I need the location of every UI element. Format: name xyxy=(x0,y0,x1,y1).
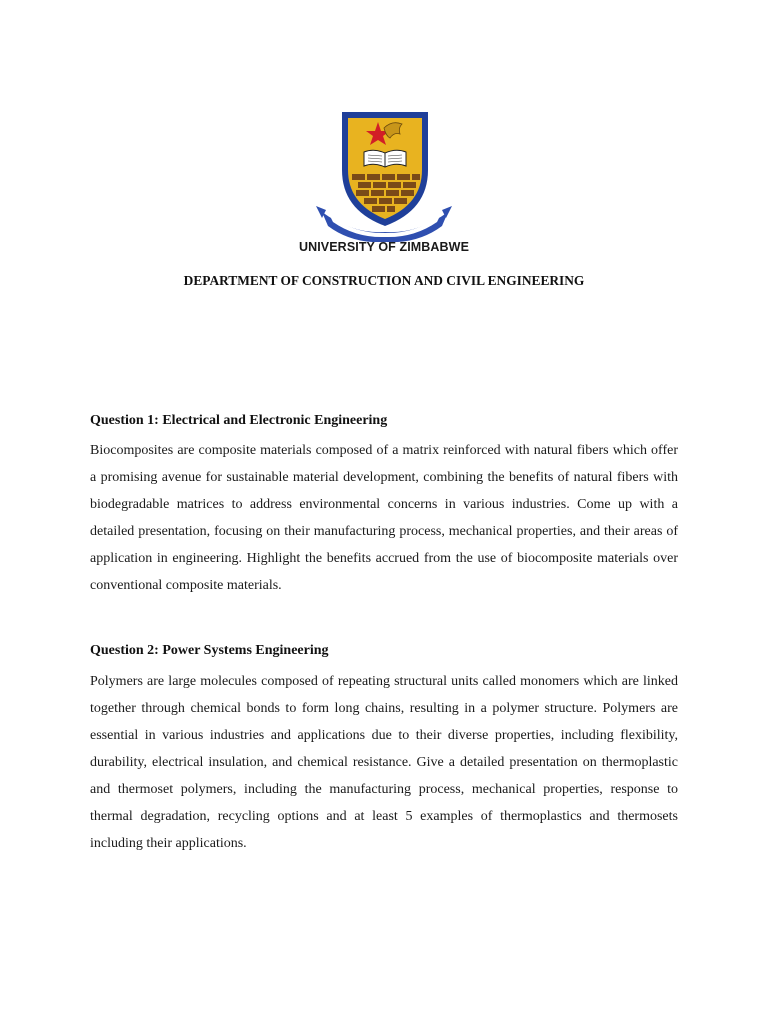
question-2-body: Polymers are large molecules composed of repeating structural units called monomers which are linked together through chemical bonds to form long chains, resulting in a polymer structure. Polymers are essential in various industries and applications due to their diverse properties, including flexibility, durability, electrical insulation, and chemical resistance. Give a detailed presentation on thermoplastic and thermoset polymers, including the manufacturing process, mechanical properties, response to thermal degradation, recycling options and at least 5 examples of thermoplastics and thermosets including their applications. xyxy=(90,674,678,851)
question-1-body: Biocomposites are composite materials composed of a matrix reinforced with natural fibers which offer a promising avenue for sustainable material development, combining the benefits of natural fibers with biodegradable matrices to address environmental concerns in various industries. Come up with a detailed presentation, focusing on their manufacturing process, mechanical properties, and their areas of application in engineering. Highlight the benefits accrued from the use of biocomposite materials over conventional composite materials. xyxy=(90,443,678,593)
question-2-heading: Question 2: Power Systems Engineering xyxy=(90,643,329,658)
department-title: DEPARTMENT OF CONSTRUCTION AND CIVIL ENGINEERING xyxy=(183,273,585,288)
university-logo xyxy=(272,92,496,262)
question-1-heading: Question 1: Electrical and Electronic Engineering xyxy=(90,413,388,428)
university-name: UNIVERSITY OF ZIMBABWE xyxy=(298,240,470,254)
